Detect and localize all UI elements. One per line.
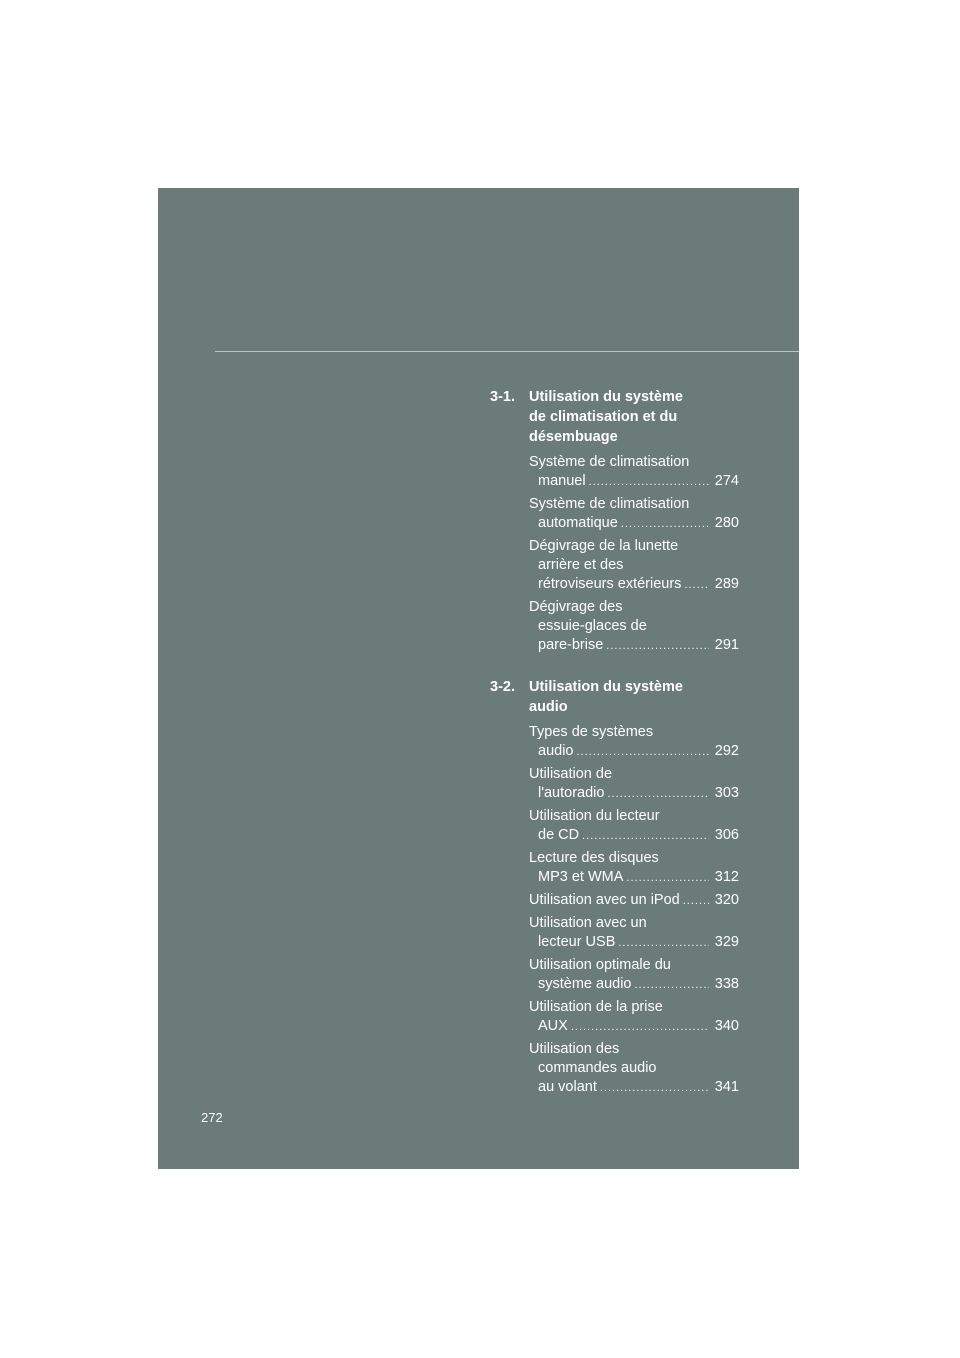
entry-text-line: manuel [538,473,586,489]
entry-last-line [529,868,739,888]
section-title-line: Utilisation du système [529,679,683,695]
entry-text-line: lecteur USB [538,934,616,950]
section-title-line: désembuage [529,429,618,445]
toc-entry[interactable] [529,723,739,762]
entry-text-line: arrière et des [538,557,624,573]
toc-section [490,677,750,1098]
entry-text-line: essuie-glaces de [538,618,647,634]
toc-section [490,387,750,656]
entry-text-line: pare-brise [538,637,604,653]
entry-text-line: système audio [538,976,632,992]
entry-text-line: MP3 et WMA [538,869,624,885]
dot-leader [684,576,709,595]
table-of-contents [490,387,750,1101]
toc-entry[interactable] [529,956,739,995]
dot-leader [571,1018,709,1037]
toc-entry[interactable] [529,765,739,804]
entry-page-number: 340 [714,1018,739,1034]
toc-entry[interactable] [529,537,739,595]
entry-last-line [529,784,739,804]
entry-text-line: rétroviseurs extérieurs [538,576,682,592]
entry-page-number: 338 [714,976,739,992]
toc-entry[interactable] [529,453,739,492]
entry-page-number: 280 [714,515,739,531]
dot-leader [607,785,709,804]
toc-entry[interactable] [529,849,739,888]
entry-page-number: 312 [714,869,739,885]
entry-last-line [529,1017,739,1037]
entry-last-line [529,472,739,492]
toc-entry[interactable] [529,495,739,534]
dot-leader [621,515,709,534]
entry-text-line: Dégivrage de la lunette [529,538,679,554]
entry-page-number: 289 [714,576,739,592]
dot-leader [600,1079,709,1098]
entry-text-line: automatique [538,515,618,531]
header-rule [215,351,799,352]
entry-page-number: 341 [714,1079,739,1095]
entry-page-number: 303 [714,785,739,801]
section-title-line: audio [529,699,568,715]
entry-page-number: 274 [714,473,739,489]
entry-text-line: Système de climatisation [529,454,690,470]
entry-last-line [529,891,739,911]
entry-page-number: 306 [714,827,739,843]
section-number: 3-1. [490,389,515,405]
section-title [529,387,708,447]
entry-last-line [529,826,739,846]
toc-entry[interactable] [529,598,739,656]
entry-text-line: Utilisation des [529,1041,620,1057]
toc-entry[interactable] [529,891,739,911]
entry-text-line: commandes audio [538,1060,657,1076]
entry-page-number: 329 [714,934,739,950]
entry-last-line [529,933,739,953]
entry-list [529,453,739,656]
entry-text-line: Types de systèmes [529,724,654,740]
entry-text-line: l'autoradio [538,785,605,801]
toc-entry[interactable] [529,1040,739,1098]
entry-text-line: Utilisation avec un [529,915,647,931]
section-number: 3-2. [490,679,515,695]
entry-text-line: de CD [538,827,580,843]
toc-entry[interactable] [529,998,739,1037]
page-number: 272 [201,1110,223,1125]
entry-text-line: Utilisation avec un iPod [529,892,680,908]
entry-text-line: Utilisation du lecteur [529,808,660,824]
dot-leader [582,827,709,846]
dot-leader [576,743,709,762]
section-gap [490,659,750,677]
entry-last-line [529,514,739,534]
entry-text-line: Dégivrage des [529,599,623,615]
entry-last-line [529,636,739,656]
entry-text-line: au volant [538,1079,597,1095]
dot-leader [626,869,709,888]
entry-text-line: AUX [538,1018,568,1034]
entry-text-line: audio [538,743,574,759]
entry-last-line [529,975,739,995]
entry-last-line [529,1078,739,1098]
dot-leader [618,934,709,953]
entry-text-line: Lecture des disques [529,850,659,866]
section-title [529,677,708,717]
toc-entry[interactable] [529,914,739,953]
toc-entry[interactable] [529,807,739,846]
entry-text-line: Utilisation de [529,766,613,782]
dot-leader [683,892,709,911]
dot-leader [589,473,709,492]
entry-page-number: 291 [714,637,739,653]
entry-text-line: Système de climatisation [529,496,690,512]
dot-leader [635,976,710,995]
section-title-line: Utilisation du système [529,389,683,405]
entry-last-line [529,575,739,595]
entry-text-line: Utilisation optimale du [529,957,671,973]
entry-page-number: 292 [714,743,739,759]
entry-page-number: 320 [714,892,739,908]
entry-text-line: Utilisation de la prise [529,999,663,1015]
entry-last-line [529,742,739,762]
section-title-line: de climatisation et du [529,409,678,425]
dot-leader [606,637,709,656]
entry-list [529,723,739,1098]
